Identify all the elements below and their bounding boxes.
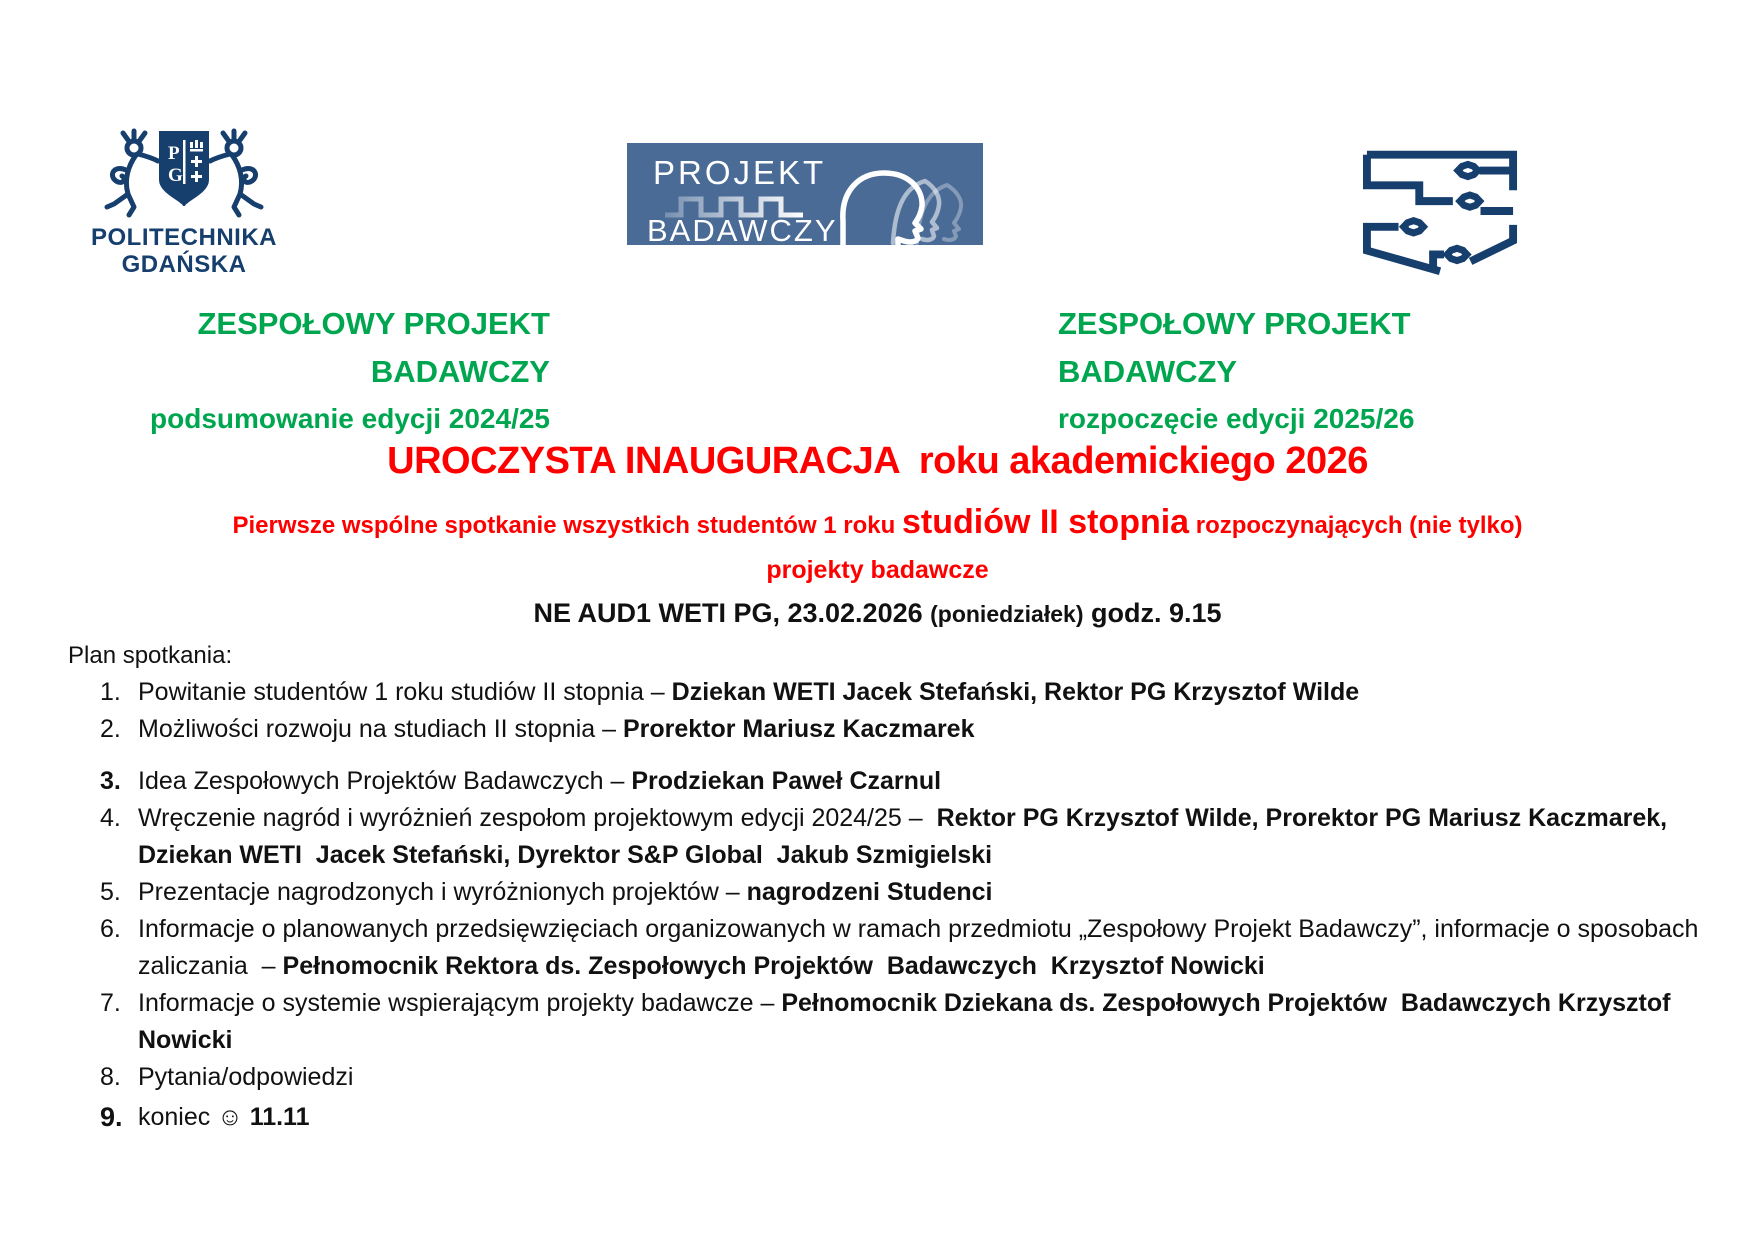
- edition-left-line2: BADAWCZY: [370, 354, 550, 389]
- plan-item: [100, 1099, 1700, 1136]
- plan-item: [100, 1059, 1700, 1096]
- plan-item: [100, 674, 1700, 711]
- item-bold-text: Pełnomocnik Rektora ds. Zespołowych Projektów Badawczych Krzysztof Nowicki: [282, 952, 1265, 980]
- plan-item: [100, 711, 1700, 748]
- pg-crest-icon: [78, 128, 290, 224]
- item-bold-text: Dziekan WETI Jacek Stefański, Rektor PG Krzysztof Wilde: [671, 678, 1360, 706]
- main-title: UROCZYSTA INAUGURACJA roku akademickiego 2026: [387, 440, 1368, 482]
- item-bold-text: 11.11: [249, 1103, 310, 1131]
- pg-name-line1: POLITECHNIKA: [91, 224, 277, 251]
- item-number: 7.: [100, 989, 121, 1017]
- edition-right-line2: BADAWCZY: [1058, 354, 1238, 389]
- item-number: 5.: [100, 878, 121, 906]
- item-bold-text: Pełnomocnik Dziekana ds. Zespołowych Projektów Badawczych Krzysztof Nowicki: [138, 989, 1678, 1054]
- dateline-a: NE AUD1 WETI PG, 23.02.2026: [533, 598, 931, 628]
- edition-right: [1058, 300, 1538, 442]
- item-text: koniec ☺: [138, 1103, 250, 1131]
- plan-item: [100, 911, 1706, 985]
- item-bold-text: nagrodzeni Studenci: [746, 878, 993, 906]
- subtitle-emphasis: studiów II stopnia: [901, 503, 1190, 541]
- subtitle: [0, 503, 1755, 542]
- pg-name-line2: GDAŃSKA: [121, 251, 247, 278]
- item-text: Prezentacje nagrodzonych i wyróżnionych projektów –: [138, 878, 747, 906]
- item-bold-text: Prodziekan Paweł Czarnul: [631, 767, 942, 795]
- pb-logo-line2: BADAWCZY: [647, 213, 838, 245]
- item-number: 4.: [100, 804, 121, 832]
- projekt-badawczy-logo: [627, 143, 983, 245]
- item-number: 9.: [100, 1102, 123, 1132]
- item-text: Możliwości rozwoju na studiach II stopnia –: [138, 715, 623, 743]
- plan-item: [100, 800, 1700, 874]
- crown-crosses-icon: [190, 140, 203, 182]
- item-text: Pytania/odpowiedzi: [138, 1063, 354, 1091]
- plan-label: Plan spotkania:: [68, 642, 233, 669]
- edition-left-line3: podsumowanie edycji 2024/25: [150, 403, 550, 434]
- pb-logo-line1: PROJEKT: [653, 154, 827, 191]
- edition-right-line1: ZESPOŁOWY PROJEKT: [1058, 306, 1411, 341]
- item-number: 1.: [100, 678, 121, 706]
- item-number: 2.: [100, 715, 121, 743]
- item-number: 6.: [100, 915, 121, 943]
- item-number: 8.: [100, 1063, 121, 1091]
- subtitle-c: rozpoczynających (nie tylko): [1189, 512, 1523, 539]
- circuit-shield-icon: [1362, 145, 1520, 277]
- item-text: Informacje o planowanych przedsięwzięciach organizowanych w ramach przedmiotu „Zespołowy Projekt Badawczy”, informacje o sposobach zaliczania –: [138, 915, 1706, 980]
- dateline-c: godz. 9.15: [1083, 598, 1222, 628]
- item-text: Informacje o systemie wspierającym projekty badawcze –: [138, 989, 782, 1017]
- subtitle-line2: projekty badawcze: [766, 556, 989, 584]
- item-bold-text: Rektor PG Krzysztof Wilde, Prorektor PG Mariusz Kaczmarek, Dziekan WETI Jacek Stefański, Dyrektor S&P Global Jakub Szmigielski: [138, 804, 1675, 869]
- subtitle-a: Pierwsze wspólne spotkanie wszystkich studentów 1 roku: [232, 512, 902, 539]
- edition-left: [90, 300, 550, 442]
- item-text: Powitanie studentów 1 roku studiów II stopnia –: [138, 678, 672, 706]
- plan-item: [100, 763, 1700, 800]
- edition-right-line3: rozpoczęcie edycji 2025/26: [1058, 403, 1415, 434]
- edition-left-line1: ZESPOŁOWY PROJEKT: [197, 306, 550, 341]
- date-place-line: [0, 598, 1755, 629]
- item-bold-text: Prorektor Mariusz Kaczmarek: [622, 715, 975, 743]
- item-text: Wręczenie nagród i wyróżnień zespołom projektowym edycji 2024/25 –: [138, 804, 937, 832]
- dateline-weekday: (poniedziałek): [930, 601, 1084, 627]
- plan-list: [100, 674, 1706, 1136]
- item-number: 3.: [100, 767, 121, 795]
- pg-logo: [78, 128, 290, 278]
- item-text: Idea Zespołowych Projektów Badawczych –: [138, 767, 632, 795]
- plan-item: [100, 874, 1700, 911]
- plan-item: [100, 985, 1700, 1059]
- shield-letter-g: G: [168, 165, 183, 186]
- shield-letter-p: P: [168, 143, 180, 164]
